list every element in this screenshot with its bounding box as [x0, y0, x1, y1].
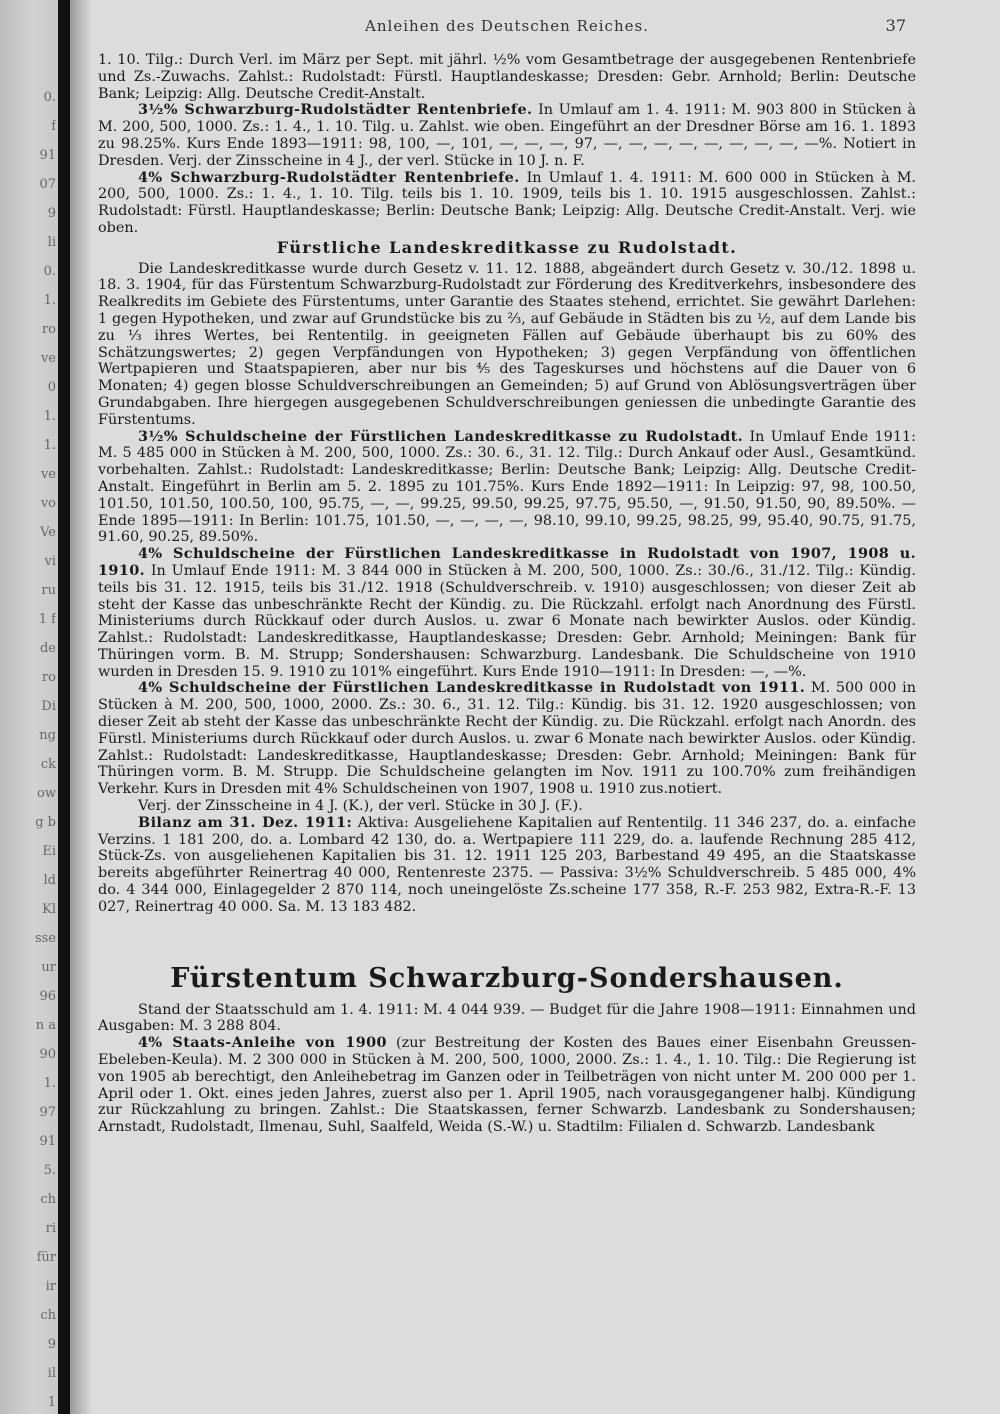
adjacent-page-fragment: il [47, 1366, 56, 1381]
paragraph-text: 1. 10. Tilg.: Durch Verl. im März per Sept. mit jährl. ½% vom Gesamtbetrage der ausgegebenen Rentenbriefe und Zs.-Zuwachs. Zahlst.: Rudolstadt: Fürstl. Hauptlandeskasse; Dresden: Gebr. Arnhold; Berlin: Deutsche Bank; Leipzig: Allg. Deutsche Credit-Anstalt. [98, 52, 916, 102]
paragraph-text: (zur Bestreitung der Kosten des Baues einer Eisenbahn Greussen-Ebeleben-Keula). M. 2 300 000 in Stücken à M. 200, 500, 1000, 2000. Zs.: 1. 4., 1. 10. Tilg.: Die Regierung ist von 1905 ab berechtigt, den Anleihebetrag im Ganzen oder in Teilbeträgen von nicht unter M. 200 000 per 1. April oder 1. Okt. eines jeden Jahres, zuerst also per 1. April 1905, nach vorausgegangener halbj. Kündigung zur Rückzahlung zu bringen. Zahlst.: Die Staatskassen, ferner Schwarzb. Landesbank zu Sondershausen; Arnstadt, Rudolstadt, Ilmenau, Suhl, Saalfeld, Weida (S.-W.) u. Stadtilm: Filialen d. Schwarzb. Landesbank [98, 1035, 916, 1136]
paragraph-text: Stand der Staatsschuld am 1. 4. 1911: M. 4 044 939. — Budget für die Jahre 1908—1911: Einnahmen und Ausgaben: M. 3 288 804. [98, 1001, 916, 1035]
paragraph-text: In Umlauf 1. 4. 1911: M. 600 000 in Stücken à M. 200, 500, 1000. Zs.: 1. 4., 1. 10. Tilg. teils bis 1. 10. 1909, teils bis 1. 10. 1915 ausgeschlossen. Zahlst.: Rudolstadt: Fürstl. Hauptlandeskasse; Berlin: Deutsche Bank; Leipzig: Allg. Deutsche Credit-Anstalt. Verj. wie oben. [98, 169, 916, 236]
adjacent-page-fragment: ir [45, 1279, 56, 1294]
adjacent-page-fragment: 07 [39, 177, 56, 192]
adjacent-page-fragment: Ve [40, 525, 56, 540]
adjacent-page-fragment: ru [41, 583, 56, 598]
paragraph [98, 1002, 916, 1036]
adjacent-page-fragment: ch [40, 1192, 56, 1207]
adjacent-page-edge [0, 0, 58, 1414]
paragraph-heading: 4% Schuldscheine der Fürstlichen Landeskreditkasse in Rudolstadt von 1907, 1908 u. 1910. [98, 545, 916, 579]
adjacent-page-fragment: 1 [47, 1395, 56, 1410]
adjacent-page-fragment: n a [35, 1018, 56, 1033]
paragraph [98, 52, 916, 102]
paragraph [98, 102, 916, 169]
paragraph-heading: 4% Staats-Anleihe von 1900 [138, 1034, 387, 1052]
adjacent-page-fragment: ng [39, 728, 56, 743]
section-title: Fürstliche Landeskreditkasse zu Rudolstadt. [276, 237, 738, 257]
paragraph-heading: 3½% Schuldscheine der Fürstlichen Landeskreditkasse zu Rudolstadt. [138, 427, 744, 445]
paragraph-heading: 4% Schwarzburg-Rudolstädter Rentenbriefe. [138, 168, 520, 186]
adjacent-page-fragment: 5. [43, 1163, 56, 1178]
adjacent-page-fragment: 91 [39, 1134, 56, 1149]
adjacent-page-fragment: ur [41, 960, 56, 975]
adjacent-page-fragment: 1. [43, 1076, 56, 1091]
paragraph [98, 798, 916, 815]
paragraph-heading: Bilanz am 31. Dez. 1911: [138, 813, 353, 831]
paragraph [98, 261, 916, 429]
top-paragraphs [98, 52, 916, 237]
paragraph [98, 170, 916, 237]
adjacent-page-fragment: ow [37, 786, 56, 801]
adjacent-page-fragment: 9 [47, 206, 56, 221]
adjacent-page-fragment: f [51, 119, 56, 134]
adjacent-page-fragment: 97 [39, 1105, 56, 1120]
adjacent-page-fragment: 91 [39, 148, 56, 163]
paragraph-text: Verj. der Zinsscheine in 4 J. (K.), der verl. Stücke in 30 J. (F.). [138, 798, 583, 815]
adjacent-page-fragment: 90 [39, 1047, 56, 1062]
adjacent-page-fragment: li [47, 235, 56, 250]
adjacent-page-fragment: ri [45, 1221, 56, 1236]
paragraph [98, 429, 916, 547]
adjacent-page-fragment: ck [40, 757, 56, 772]
book-spine [58, 0, 70, 1414]
adjacent-page-fragment: sse [34, 931, 56, 946]
adjacent-page-fragment: ro [41, 670, 56, 685]
adjacent-page-fragment: Kl [42, 902, 56, 917]
adjacent-page-fragment: 96 [39, 989, 56, 1004]
section-paragraphs [98, 261, 916, 916]
paragraph-text: Die Landeskreditkasse wurde durch Gesetz v. 11. 12. 1888, abgeändert durch Gesetz v. 30./12. 1898 u. 18. 3. 1904, für das Fürstentum Schwarzburg-Rudolstadt zur Förderung des Kreditverkehrs, insbesondere des Realkredits im Gebiete des Fürstentums, unter Garantie des Staates stehend, errichtet. Sie gewährt Darlehen: 1 gegen Hypotheken, und zwar auf Grundstücke bis zu ⅔, auf Gebäude in Städten bis zu ½, auf dem Lande bis zu ⅓ ihres Wertes, bei Rententilg. in geeigneten Fällen auf Gebäude überhaupt bis zu 60% des Schätzungswertes; 2) gegen Verpfändungen von Hypotheken; 3) gegen Verpfändung von öffentlichen Wertpapieren und Staatspapieren, aber nur bis ⁴⁄₅ des Tageskurses und höchstens auf die Dauer von 6 Monaten; 4) gegen blosse Schuldverschreibungen an Gemeinden; 5) auf Grund von Ablösungsverträgen über Grundabgaben. Ihre hiergegen ausgegebenen Schuldverschreibungen geniessen die unbedingte Garantie des Fürstentums. [98, 260, 916, 428]
adjacent-page-fragment: 0 [47, 380, 56, 395]
paragraph-heading: 4% Schuldscheine der Fürstlichen Landeskreditkasse in Rudolstadt von 1911. [138, 679, 806, 697]
spine-shadow [70, 0, 92, 1414]
adjacent-page-fragment: 1. [43, 438, 56, 453]
adjacent-page-fragment: vo [40, 496, 56, 511]
adjacent-page-fragment: ld [43, 873, 56, 888]
paragraph-text: Aktiva: Ausgeliehene Kapitalien auf Rententilg. 11 346 237, do. a. einfache Verzins. 1 181 200, do. a. Lombard 42 130, do. a. Wertpapiere 111 229, do. a. laufende Rechnung 285 412, Stück-Zs. von ausgeliehenen Kapitalien bis 31. 12. 1911 125 203, Barbestand 49 495, an die Staatskasse bereits abgeführter Reinertrag 40 000, Rentenreste 2375. — Passiva: 3½% Schuldverschreib. 5 485 000, 4% do. 4 344 000, Einlagegelder 2 870 114, noch uneingelöste Zs.scheine 177 358, R.-F. 253 982, Extra-R.-F. 13 027, Reinertrag 40 000. Sa. M. 13 183 482. [98, 814, 916, 915]
paragraph-text: In Umlauf Ende 1911: M. 5 485 000 in Stücken à M. 200, 500, 1000. Zs.: 30. 6., 31. 12. Tilg.: Durch Ankauf oder Ausl., Gesamtkünd. vorbehalten. Zahlst.: Rudolstadt: Landeskreditkasse; Berlin: Deutsche Bank; Leipzig: Allg. Deutsche Credit-Anstalt. Eingeführt in Berlin am 5. 2. 1895 zu 101.75%. Kurs Ende 1892—1911: In Leipzig: 97, 98, 100.50, 101.50, 101.50, 100.50, 100, 95.75, —, —, 99.25, 99.50, 99.25, 97.75, 95.50, —, 91.50, 91.50, 90, 89.50%. — Ende 1895—1911: In Berlin: 101.75, 101.50, —, —, —, —, 98.10, 99.10, 99.25, 98.25, 99, 95.40, 90.75, 91.75, 91.60, 90.25, 89.50%. [98, 428, 916, 546]
adjacent-page-fragment: ve [40, 351, 56, 366]
adjacent-page-fragment: ch [40, 1308, 56, 1323]
adjacent-page-fragment: 9 [47, 1337, 56, 1352]
adjacent-page-fragment: für [36, 1250, 56, 1265]
paragraph-text: In Umlauf am 1. 4. 1911: M. 903 800 in Stücken à M. 200, 500, 1000. Zs.: 1. 4., 1. 10. Tilg. u. Zahlst. wie oben. Eingeführt an der Dresdner Börse am 16. 1. 1893 zu 98.25%. Kurs Ende 1893—1911: 98, 100, —, 101, —, —, —, 97, —, —, —, —, —, —, —, —, —%. Notiert in Dresden. Verj. der Zinsscheine in 4 J., der verl. Stücke in 10 J. n. F. [98, 102, 916, 169]
page-content [98, 18, 916, 1136]
paragraph [98, 1035, 916, 1136]
adjacent-page-fragment: Di [41, 699, 56, 714]
adjacent-page-fragment: 1. [43, 409, 56, 424]
paragraph-text: In Umlauf Ende 1911: M. 3 844 000 in Stücken à M. 200, 500, 1000. Zs.: 30./6., 31./12. Tilg.: Kündig. teils bis 31. 12. 1915, teils bis 31./12. 1918 (Schuldverschreib. v. 1910) ausgeschlossen; von dieser Zeit ab steht der Kasse das unbeschränkte Recht der Kündig. zu. Die Rückzahl. erfolgt nach Anordnung des Fürstl. Ministeriums durch Rückkauf oder durch Auslos. u. zwar 6 Monate nach bewirkter Auslos. oder Kündig. Zahlst.: Rudolstadt: Landeskreditkasse, Hauptlandeskasse; Dresden: Gebr. Arnhold; Meiningen: Bank für Thüringen vorm. B. M. Strupp; Sondershausen: Schwarzburg. Landesbank. Die Schuldscheine von 1910 wurden in Dresden 15. 9. 1910 zu 101% eingeführt. Kurs Ende 1910—1911: In Dresden: —, —%. [98, 562, 916, 680]
paragraph-heading: 3½% Schwarzburg-Rudolstädter Rentenbriefe. [138, 101, 533, 119]
adjacent-page-fragment: Ei [42, 844, 56, 859]
adjacent-page-fragment: 1. [43, 293, 56, 308]
running-head-title: Anleihen des Deutschen Reiches. [365, 17, 649, 35]
page-number: 37 [885, 16, 906, 35]
state-title: Fürstentum Schwarzburg-Sondershausen. [170, 962, 844, 994]
adjacent-page-fragment: vi [44, 554, 56, 569]
adjacent-page-fragment: ro [41, 322, 56, 337]
adjacent-page-fragment: 0. [43, 90, 56, 105]
adjacent-page-fragment: ve [40, 467, 56, 482]
adjacent-page-fragment: 0. [43, 264, 56, 279]
paragraph [98, 815, 916, 916]
state-paragraphs [98, 1002, 916, 1136]
paragraph [98, 680, 916, 798]
adjacent-page-fragment: 1 f [38, 612, 56, 627]
adjacent-page-fragment: de [39, 641, 56, 656]
running-head [98, 18, 916, 42]
adjacent-page-fragment: g b [35, 815, 56, 830]
paragraph-text: M. 500 000 in Stücken à M. 200, 500, 1000, 2000. Zs.: 30. 6., 31. 12. Tilg.: Kündig. bis 31. 12. 1920 ausgeschlossen; von dieser Zeit ab steht der Kasse das unbeschränkte Recht der Kündig. zu. Die Rückzahl. erfolgt nach Anordn. des Fürstl. Ministeriums durch Rückkauf oder durch Auslos. u. zwar 6 Monate nach bewirkter Auslos. oder Kündig. Zahlst.: Rudolstadt: Landeskreditkasse, Hauptlandeskasse; Dresden: Gebr. Arnhold; Meiningen: Bank für Thüringen vorm. B. M. Strupp. Die Schuldscheine gelangten im Nov. 1911 zu 100.70% zum freihändigen Verkehr. Kurs in Dresden mit 4% Schuldscheinen von 1907, 1908 u. 1910 zus.notiert. [98, 680, 916, 798]
paragraph [98, 546, 916, 680]
